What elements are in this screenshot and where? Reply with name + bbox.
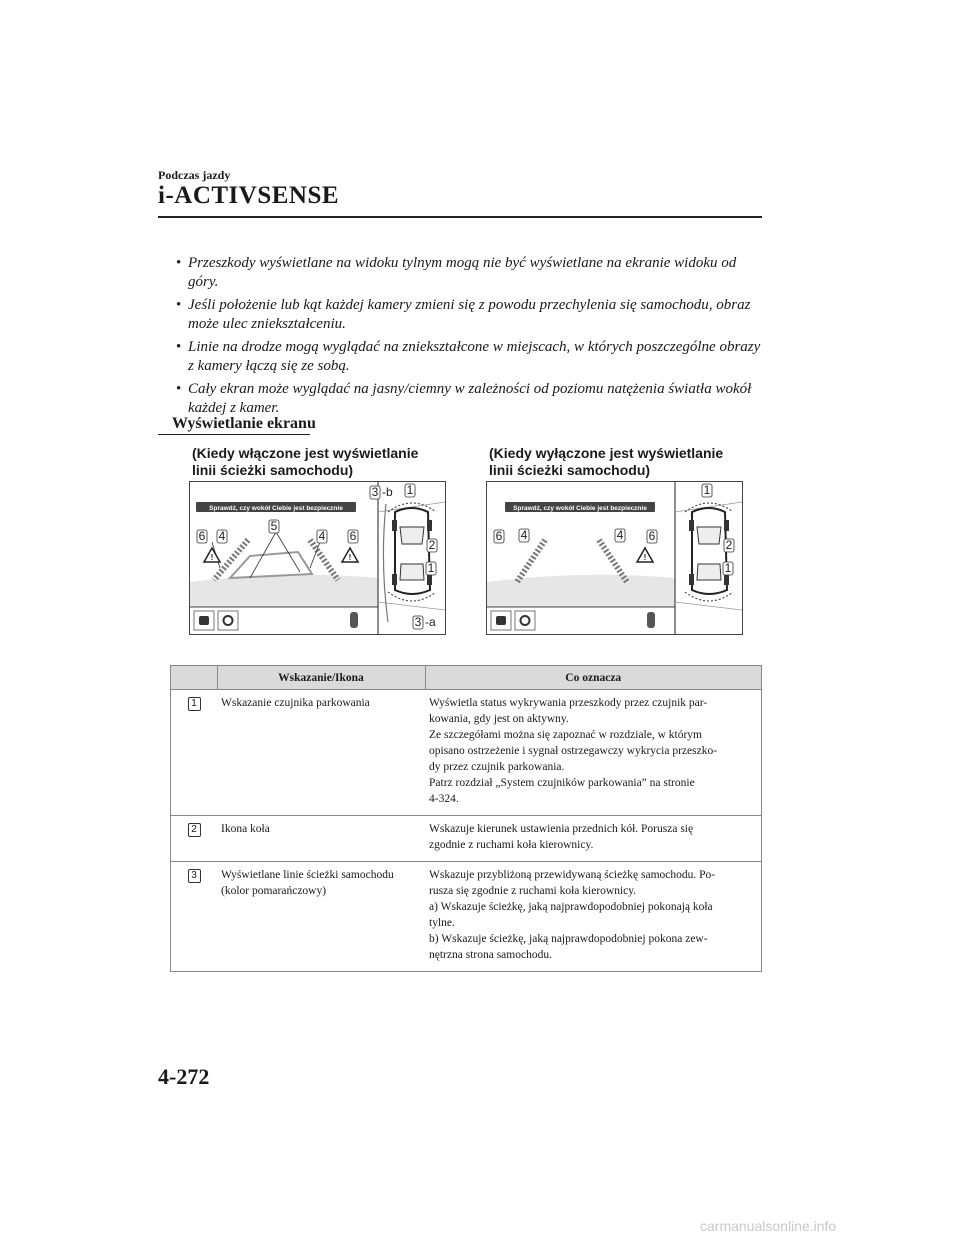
callout-4: 4 (218, 529, 226, 543)
table-row (171, 862, 762, 972)
bullet-icon: • (176, 339, 182, 355)
callout-5: 5 (270, 519, 278, 533)
section-label: Podczas jazdy (158, 168, 231, 182)
sensor-car-icon (350, 612, 358, 628)
page-number: 4-272 (158, 1064, 210, 1089)
note-item: • Przeszkody wyświetlane na widoku tylnym mogą nie być wyświetlane na ekranie widoku od góry. (176, 255, 737, 290)
table-row (171, 690, 762, 816)
callout-1: 1 (406, 483, 414, 497)
row-number-badge: 2 (188, 823, 201, 837)
row-indicator: Wyświetlane linie ścieżki samochodu (kolor pomarańczowy) (217, 862, 425, 972)
screen-with-path-lines (189, 481, 446, 635)
svg-text:!: ! (643, 553, 647, 562)
note-item: • Jeśli położenie lub kąt każdej kamery zmieni się z powodu przechylenia się samochodu, obraz może ulec zniekształceniu. (176, 297, 751, 332)
chapter-title: i-ACTIVSENSE (158, 182, 340, 209)
screen-without-path-lines (486, 481, 743, 635)
callout-1: 1 (703, 483, 711, 497)
row-number-badge: 1 (188, 697, 201, 711)
callout-3: 3 (414, 615, 422, 629)
callout-2: 2 (725, 538, 733, 552)
table-row (171, 816, 762, 862)
svg-text:!: ! (210, 553, 214, 562)
note-item: • Linie na drodze mogą wyglądać na zniekształcone w miejscach, w których poszczególne obrazy z kamery łączą się ze sobą. (176, 339, 761, 374)
note-item: • Cały ekran może wyglądać na jasny/ciemny w zależności od poziomu natężenia światła wokół każdej z kamer. (176, 381, 752, 416)
row-meaning: Wyświetla status wykrywania przeszkody przez czujnik par- kowania, gdy jest on aktywny. Ze szczegółami można się zapoznać w rozdziale, w którym opisano ostrzeżenie i sygnał ostrzegawczy wykrycia przeszko- dy przez czujnik parkowania. Patrz rozdział „System czujników parkowania” na stronie 4-324. (425, 690, 762, 816)
row-indicator: Wskazanie czujnika parkowania (217, 690, 425, 816)
callout-1: 1 (724, 561, 732, 575)
left-screen-caption: (Kiedy włączone jest wyświetlanie linii ścieżki samochodu) (192, 445, 419, 478)
safety-banner-text: Sprawdź, czy wokół Ciebie jest bezpiecznie (209, 505, 343, 512)
table-header-indicator: Wskazanie/Ikona (217, 666, 425, 690)
callout-6: 6 (648, 529, 656, 543)
row-meaning: Wskazuje przybliżoną przewidywaną ścieżkę samochodu. Po- rusza się zgodnie z ruchami koła kierownicy. a) Wskazuje ścieżkę, jaką najprawdopodobniej pokonają koła tylne. b) Wskazuje ścieżkę, jaką najprawdopodobniej pokona zew- nętrzna strona samochodu. (425, 862, 762, 972)
callout-4: 4 (616, 528, 624, 542)
callout-2: 2 (428, 538, 436, 552)
indicator-table (170, 665, 762, 972)
sub-heading: Wyświetlanie ekranu (172, 415, 316, 432)
callout-4: 4 (520, 528, 528, 542)
notes-list (176, 254, 766, 422)
row-meaning: Wskazuje kierunek ustawienia przednich kół. Porusza się zgodnie z ruchami koła kierownicy. (425, 816, 762, 862)
bullet-icon: • (176, 297, 182, 313)
callout-4: 4 (318, 529, 326, 543)
callout-suffix-b: -b (382, 485, 393, 499)
site-watermark: carmanualsonline.info (700, 1218, 837, 1234)
safety-banner-text: Sprawdź, czy wokół Ciebie jest bezpiecznie (513, 505, 647, 512)
sensor-car-icon (647, 612, 655, 628)
callout-6: 6 (495, 529, 503, 543)
svg-text:!: ! (348, 553, 352, 562)
row-number-badge: 3 (188, 869, 201, 883)
car-top-view (692, 508, 727, 594)
callout-6: 6 (349, 529, 357, 543)
right-screen-caption: (Kiedy wyłączone jest wyświetlanie linii ścieżki samochodu) (489, 445, 724, 478)
table-header-blank (171, 666, 218, 690)
table-header-row (171, 666, 762, 690)
callout-suffix-a: -a (425, 615, 436, 629)
callout-3: 3 (371, 485, 379, 499)
bullet-icon: • (176, 255, 182, 271)
callout-6: 6 (198, 529, 206, 543)
bullet-icon: • (176, 381, 182, 397)
settings-gear-icon (218, 611, 238, 630)
settings-gear-icon (515, 611, 535, 630)
row-indicator: Ikona koła (217, 816, 425, 862)
car-top-view (395, 508, 430, 594)
header-divider (158, 216, 762, 218)
table-header-meaning: Co oznacza (425, 666, 762, 690)
callout-1: 1 (427, 561, 435, 575)
sub-heading-underline (158, 434, 310, 435)
